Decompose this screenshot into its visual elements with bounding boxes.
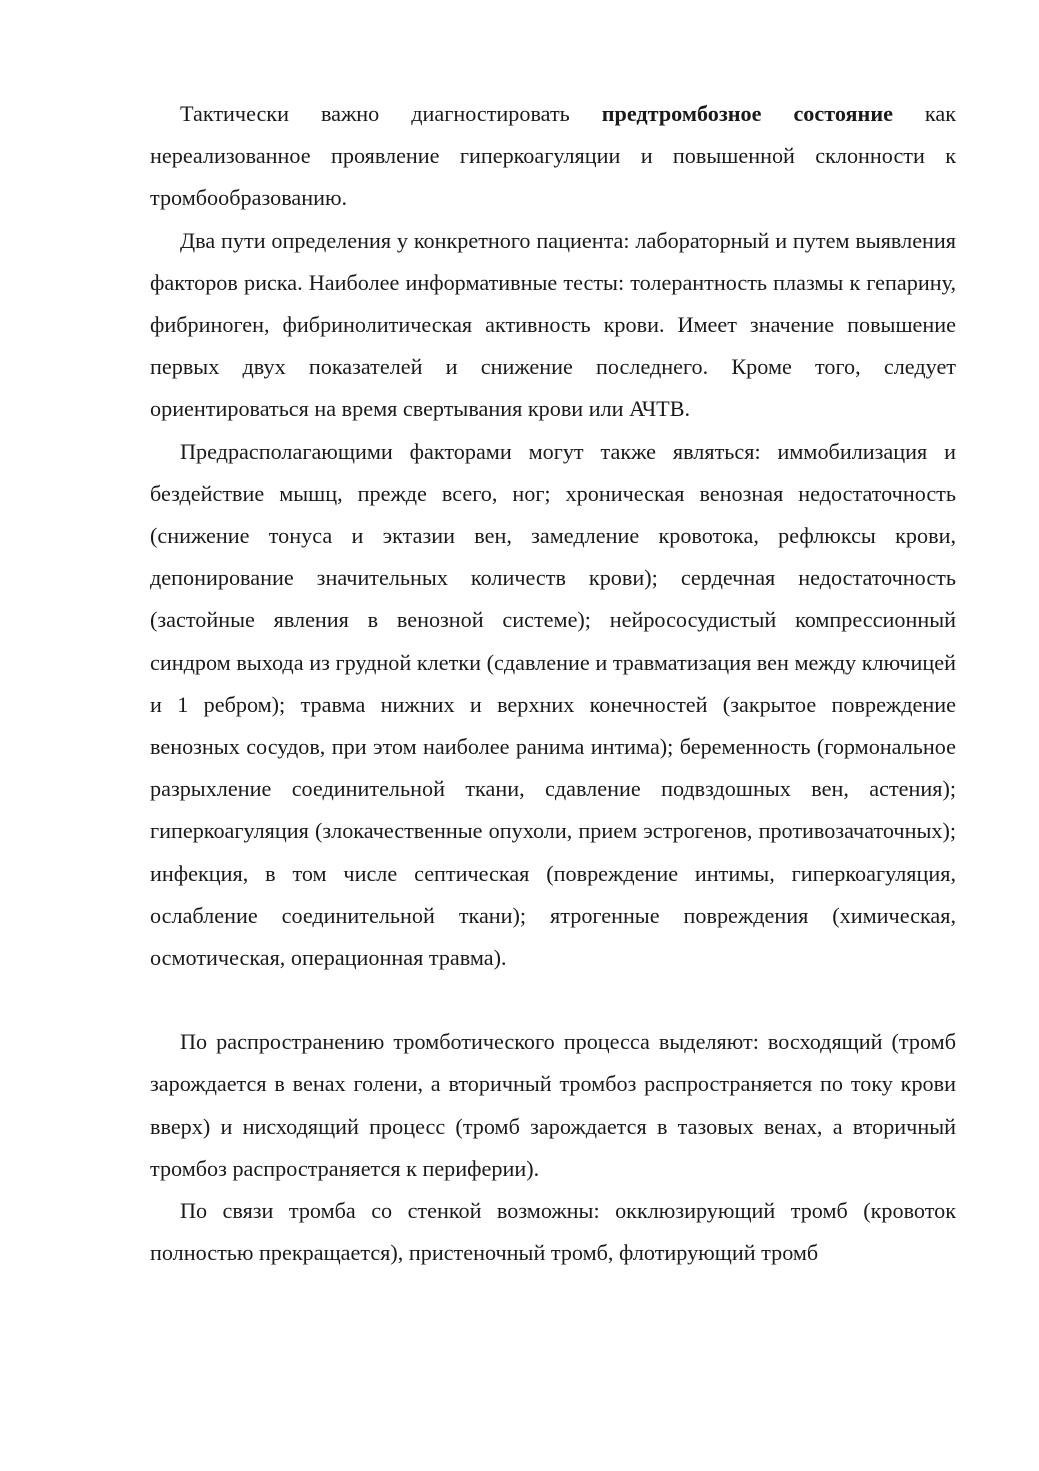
document-page <box>150 93 956 1274</box>
paragraph-thrombus-spread: По распространению тромботического процесса выделяют: восходящий (тромб зарождается в венах голени, а вторичный тромбоз распространяется по току крови вверх) и нисходящий процесс (тромб зарождается в тазовых венах, а вторичный тромбоз распространяется к периферии). <box>150 1029 956 1181</box>
paragraph-diagnostic-paths: Два пути определения у конкретного пациента: лабораторный и путем выявления факторов риска. Наиболее информативные тесты: толерантность плазмы к гепарину, фибриноген, фибринолитическая активность крови. Имеет значение повышение первых двух показателей и снижение последнего. Кроме того, следует ориентироваться на время свертывания крови или АЧТВ. <box>150 227 956 422</box>
paragraph-text: Тактически важно диагностировать <box>180 101 602 126</box>
paragraph-text: как нереализованное проявление гиперкоагуляции и повышенной склонности к тромбообразованию. <box>150 101 957 211</box>
paragraph-predisposing-factors: Предрасполагающими факторами могут также являться: иммобилизация и бездействие мышц, прежде всего, ног; хроническая венозная недостаточность (снижение тонуса и эктазии вен, замедление кровотока, рефлюксы крови, депонирование значительных количеств крови); сердечная недостаточность (застойные явления в венозной системе); нейрососудистый компрессионный синдром выхода из грудной клетки (сдавление и травматизация вен между ключицей и 1 ребром); травма нижних и верхних конечностей (закрытое повреждение венозных сосудов, при этом наиболее ранима интима); беременность (гормональное разрыхление соединительной ткани, сдавление подвздошных вен, астения); гиперкоагуляция (злокачественные опухоли, прием эстрогенов, противозачаточных); инфекция, в том числе септическая (повреждение интимы, гиперкоагуляция, ослабление соединительной ткани); ятрогенные повреждения (химическая, осмотическая, операционная травма). <box>150 438 956 971</box>
paragraph-thrombus-wall-connection: По связи тромба со стенкой возможны: окклюзирующий тромб (кровоток полностью прекращается), пристеночный тромб, флотирующий тромб <box>150 1198 956 1266</box>
bold-term: предтромбозное состояние <box>601 101 893 126</box>
paragraph-prethrombotic-state <box>150 93 956 220</box>
